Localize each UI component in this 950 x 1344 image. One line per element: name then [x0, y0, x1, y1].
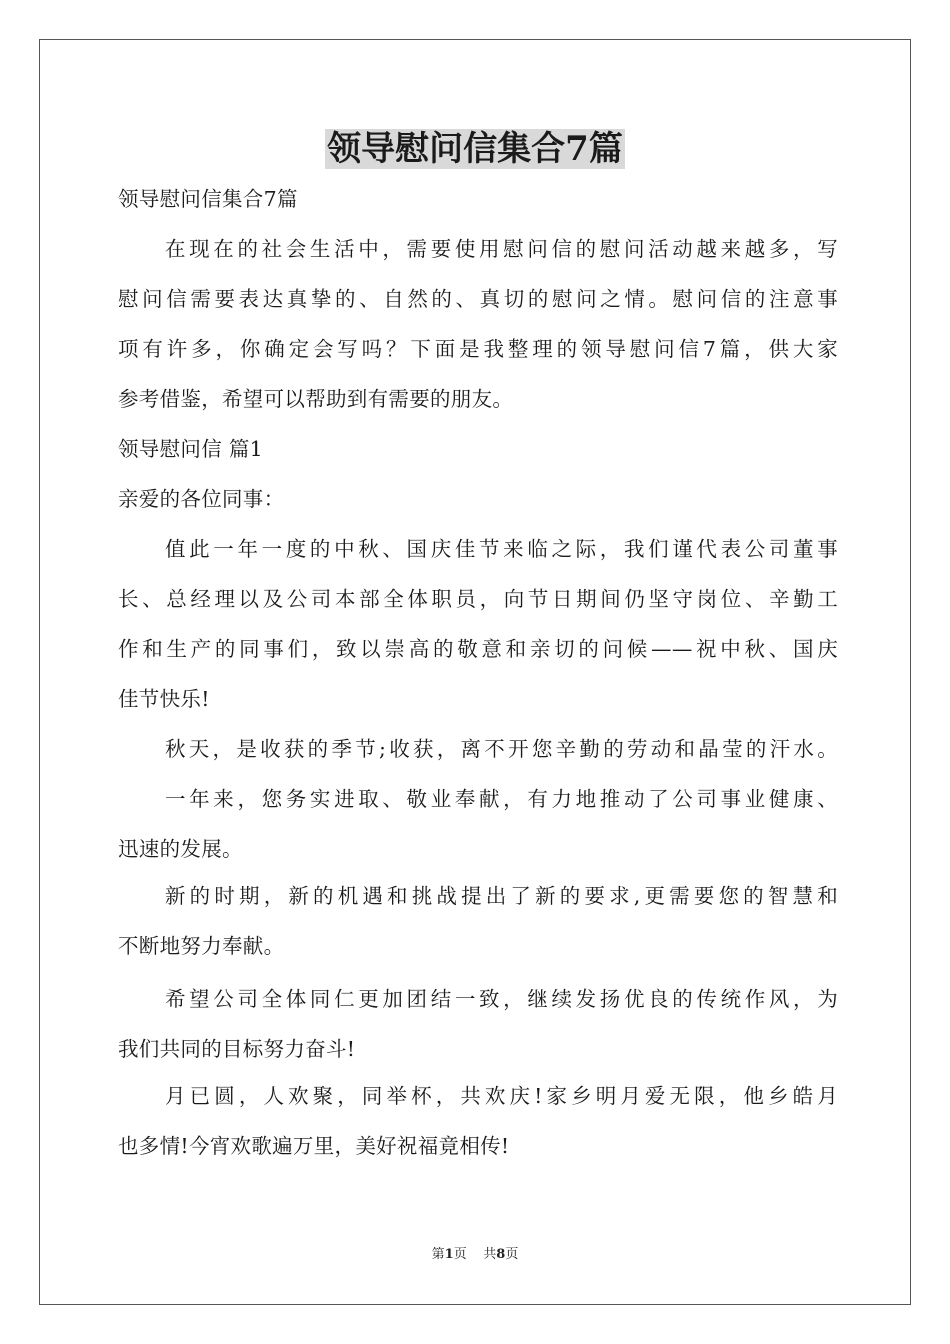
footer-page-total: 8: [496, 1247, 506, 1262]
para3-line-1: 一年来，您务实进取、敬业奉献，有力地推动了公司事业健康、: [165, 787, 838, 811]
intro-line-4: 参考借鉴，希望可以帮助到有需要的朋友。: [118, 387, 514, 411]
section-heading: 领导慰问信 篇1: [118, 437, 263, 461]
para3-line-2: 迅速的发展。: [118, 837, 243, 861]
para1-line-2: 长、总经理以及公司本部全体职员，向节日期间仍坚守岗位、辛勤工: [118, 587, 838, 611]
para6-line-2: 也多情!今宵欢歌遍万里，美好祝福竟相传!: [118, 1134, 510, 1158]
para4-line-1: 新的时期，新的机遇和挑战提出了新的要求,更需要您的智慧和: [165, 884, 838, 908]
intro-line-3: 项有许多，你确定会写吗？下面是我整理的领导慰问信7篇，供大家: [118, 337, 838, 361]
document-title-text: 领导慰问信集合7篇: [327, 129, 623, 169]
para5-line-2: 我们共同的目标努力奋斗!: [118, 1037, 356, 1061]
subtitle: 领导慰问信集合7篇: [118, 187, 298, 211]
greeting: 亲爱的各位同事：: [118, 487, 285, 511]
page-border: [39, 39, 911, 1305]
para2-line-1: 秋天，是收获的季节;收获，离不开您辛勤的劳动和晶莹的汗水。: [165, 737, 838, 761]
para5-line-1: 希望公司全体同仁更加团结一致，继续发扬优良的传统作风，为: [165, 987, 838, 1011]
footer-page-suffix: 页: [453, 1247, 467, 1262]
footer-page-current: 1: [444, 1247, 454, 1262]
footer-total-suffix: 页: [505, 1247, 519, 1262]
document-title: [0, 126, 950, 172]
footer-total-prefix: 共: [483, 1247, 497, 1262]
intro-line-2: 慰问信需要表达真挚的、自然的、真切的慰问之情。慰问信的注意事: [118, 287, 838, 311]
intro-line-1: 在现在的社会生活中，需要使用慰问信的慰问活动越来越多，写: [165, 237, 838, 261]
para1-line-4: 佳节快乐!: [118, 687, 210, 711]
para6-line-1: 月已圆，人欢聚，同举杯，共欢庆!家乡明月爱无限，他乡皓月: [165, 1084, 838, 1108]
para4-line-2: 不断地努力奉献。: [118, 934, 285, 958]
para1-line-1: 值此一年一度的中秋、国庆佳节来临之际，我们谨代表公司董事: [165, 537, 838, 561]
footer-page-prefix: 第: [431, 1247, 445, 1262]
para1-line-3: 作和生产的同事们，致以崇高的敬意和亲切的问候——祝中秋、国庆: [118, 637, 838, 661]
page-footer: [0, 1246, 950, 1264]
